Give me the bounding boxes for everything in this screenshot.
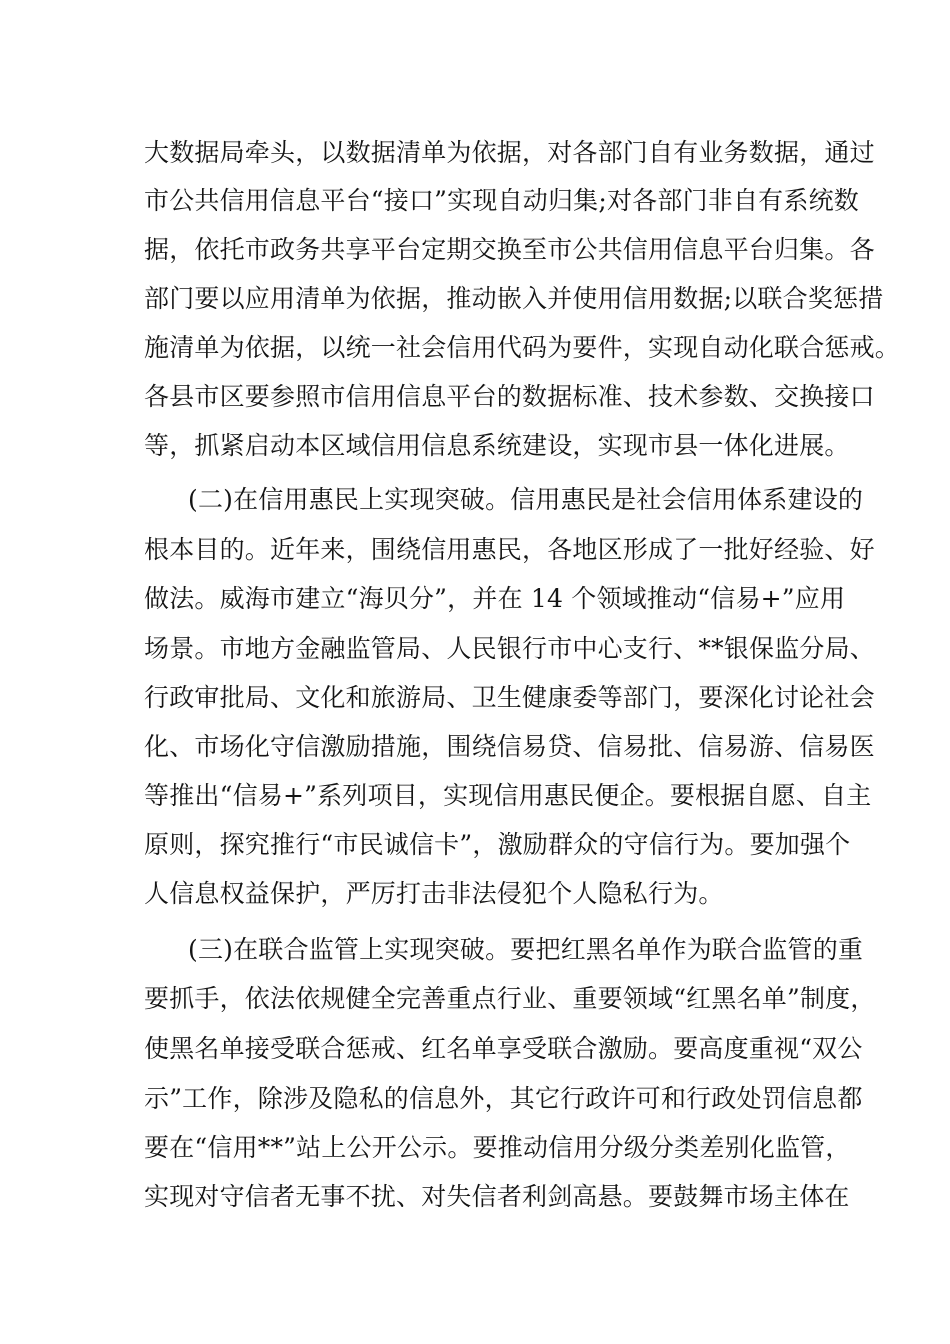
text-line-15: 原则，探究推行“市民诚信卡”，激励群众的守信行为。要加强个: [144, 830, 851, 859]
text-line-9: 根本目的。近年来，围绕信用惠民，各地区形成了一批好经验、好: [144, 535, 875, 564]
paragraph-heading-2: (二)在信用惠民上实现突破。信用惠民是社会信用体系建设的: [188, 485, 864, 514]
text-line-1: 大数据局牵头，以数据清单为依据，对各部门自有业务数据，通过: [144, 138, 875, 167]
text-line-5: 施清单为依据，以统一社会信用代码为要件，实现自动化联合惩戒。: [144, 333, 901, 362]
text-line-11: 场景。市地方金融监管局、人民银行市中心支行、**银保监分局、: [144, 634, 876, 663]
text-line-22: 实现对守信者无事不扰、对失信者利剑高悬。要鼓舞市场主体在: [144, 1182, 850, 1211]
text-line-10: 做法。威海市建立“海贝分”，并在 14 个领域推动“信易+”应用: [144, 584, 846, 613]
text-line-14: 等推出“信易+”系列项目，实现信用惠民便企。要根据自愿、自主: [144, 781, 872, 810]
text-line-3: 据，依托市政务共享平台定期交换至市公共信用信息平台归集。各: [144, 235, 875, 264]
paragraph-heading-3: (三)在联合监管上实现突破。要把红黑名单作为联合监管的重: [188, 935, 864, 964]
text-line-13: 化、市场化守信激励措施，围绕信易贷、信易批、信易游、信易医: [144, 732, 875, 761]
text-line-19: 使黑名单接受联合惩戒、红名单享受联合激励。要高度重视“双公: [144, 1034, 863, 1063]
text-line-18: 要抓手，依法依规健全完善重点行业、重要领域“红黑名单”制度，: [144, 984, 876, 1013]
text-line-20: 示”工作，除涉及隐私的信息外，其它行政许可和行政处罚信息都: [144, 1084, 863, 1113]
text-line-6: 各县市区要参照市信用信息平台的数据标准、技术参数、交换接口: [144, 382, 875, 411]
text-line-4: 部门要以应用清单为依据，推动嵌入并使用信用数据;以联合奖惩措: [144, 284, 884, 313]
text-line-21: 要在“信用**”站上公开公示。要推动信用分级分类差别化监管，: [144, 1133, 851, 1162]
text-line-16: 人信息权益保护，严厉打击非法侵犯个人隐私行为。: [144, 879, 724, 908]
text-line-7: 等，抓紧启动本区域信用信息系统建设，实现市县一体化进展。: [144, 431, 850, 460]
text-line-2: 市公共信用信息平台“接口”实现自动归集;对各部门非自有系统数: [144, 186, 859, 215]
text-line-12: 行政审批局、文化和旅游局、卫生健康委等部门，要深化讨论社会: [144, 683, 875, 712]
